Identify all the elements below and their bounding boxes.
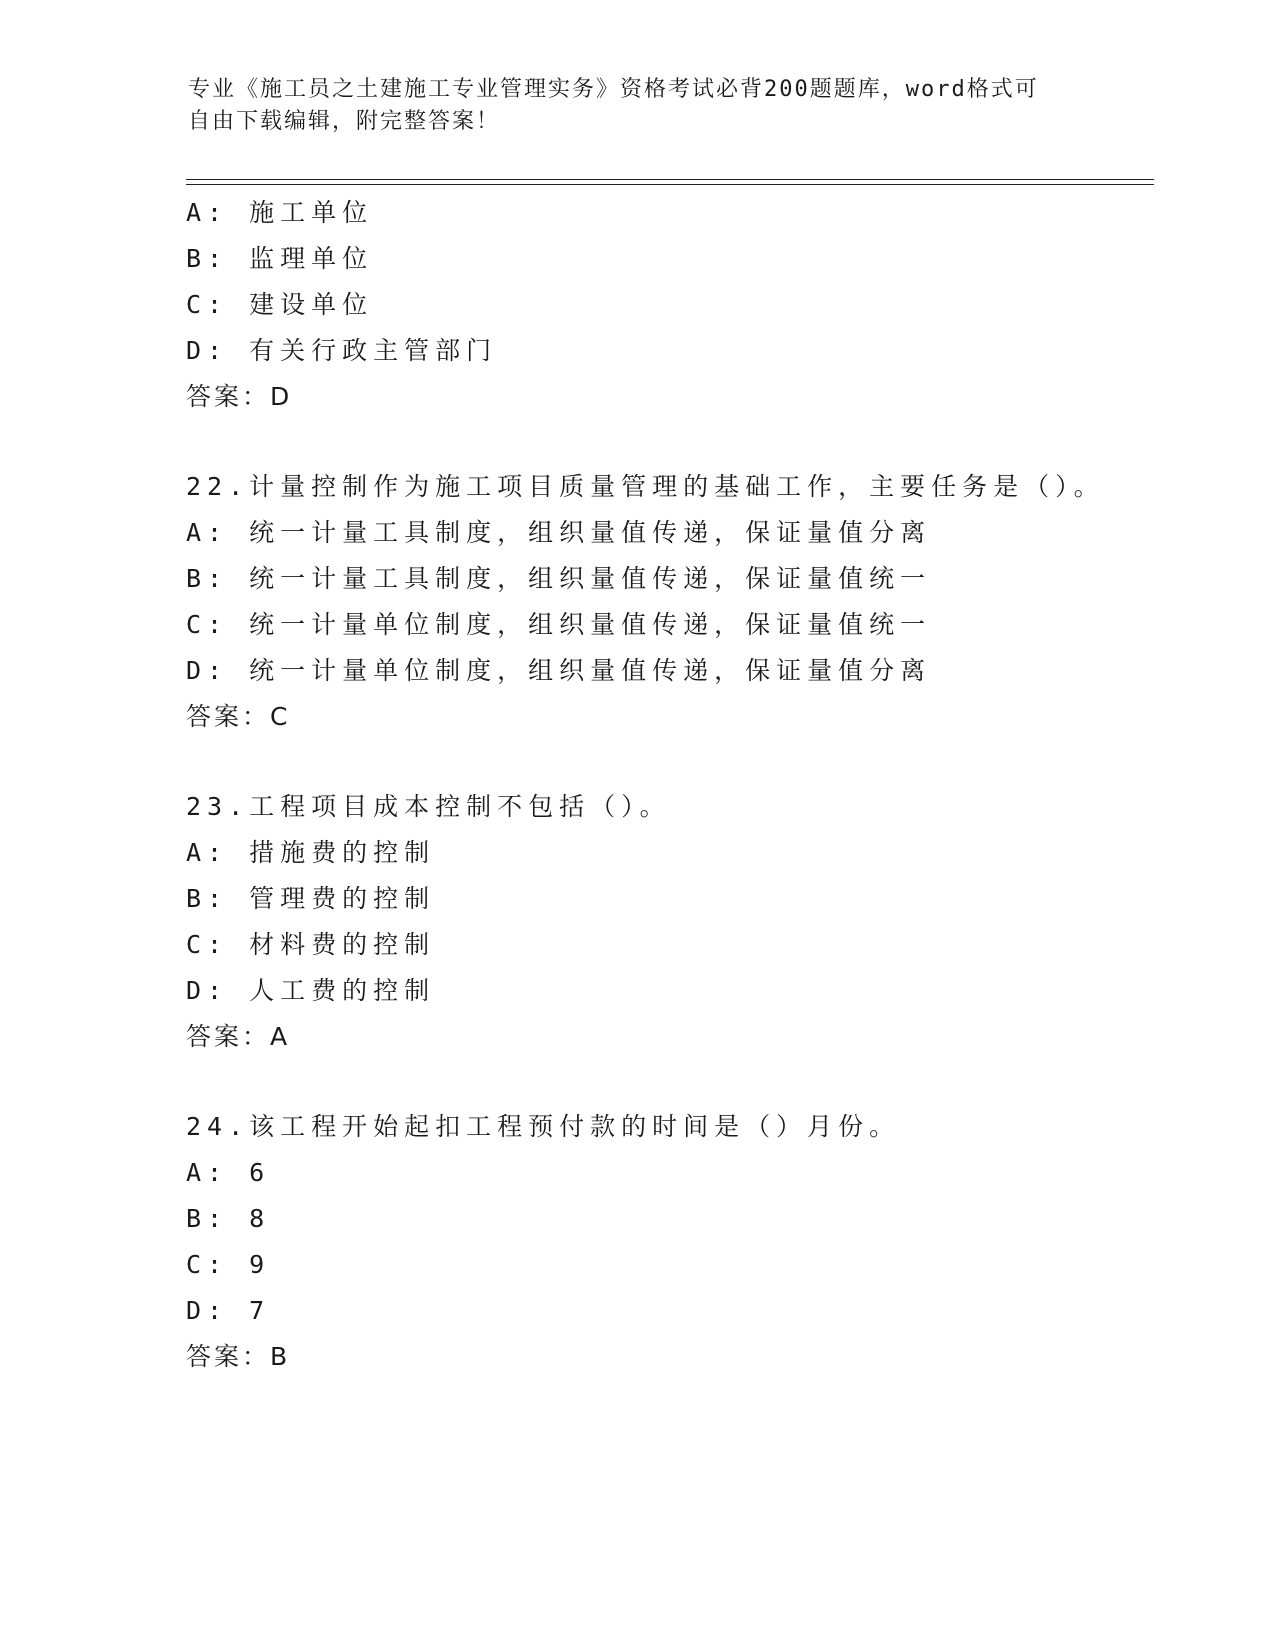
question-list <box>186 190 1146 1424</box>
page-header <box>188 74 1088 138</box>
answer-line: 答案：D <box>186 382 293 411</box>
option-b: B: 8 <box>186 1204 271 1233</box>
answer-line: 答案：C <box>186 702 291 731</box>
question-block-22 <box>186 464 1146 740</box>
option-c: C: 材料费的控制 <box>186 930 436 959</box>
option-d: D: 统一计量单位制度，组织量值传递，保证量值分离 <box>186 656 932 685</box>
answer-line: 答案：A <box>186 1022 291 1051</box>
answer-line: 答案：B <box>186 1342 291 1371</box>
option-b: B: 管理费的控制 <box>186 884 436 913</box>
header-divider-top <box>186 179 1154 180</box>
question-text: 24.该工程开始起扣工程预付款的时间是（）月份。 <box>186 1112 901 1141</box>
header-title-line-1: 专业《施工员之土建施工专业管理实务》资格考试必背200题题库，word格式可 <box>188 77 1039 102</box>
option-a: A: 6 <box>186 1158 271 1187</box>
option-c: C: 统一计量单位制度，组织量值传递，保证量值统一 <box>186 610 932 639</box>
option-a: A: 施工单位 <box>186 198 374 227</box>
option-a: A: 统一计量工具制度，组织量值传递，保证量值分离 <box>186 518 932 547</box>
header-title-line-2: 自由下载编辑，附完整答案！ <box>188 109 501 134</box>
option-d: D: 7 <box>186 1296 271 1325</box>
question-block-24 <box>186 1104 1146 1380</box>
option-d: D: 有关行政主管部门 <box>186 336 498 365</box>
question-text: 23.工程项目成本控制不包括（）。 <box>186 792 671 821</box>
option-c: C: 建设单位 <box>186 290 374 319</box>
option-d: D: 人工费的控制 <box>186 976 436 1005</box>
option-a: A: 措施费的控制 <box>186 838 436 867</box>
question-block-21 <box>186 190 1146 420</box>
option-b: B: 统一计量工具制度，组织量值传递，保证量值统一 <box>186 564 932 593</box>
question-text: 22.计量控制作为施工项目质量管理的基础工作，主要任务是（）。 <box>186 472 1105 501</box>
option-c: C: 9 <box>186 1250 271 1279</box>
header-divider-bottom <box>186 184 1154 185</box>
question-block-23 <box>186 784 1146 1060</box>
option-b: B: 监理单位 <box>186 244 374 273</box>
